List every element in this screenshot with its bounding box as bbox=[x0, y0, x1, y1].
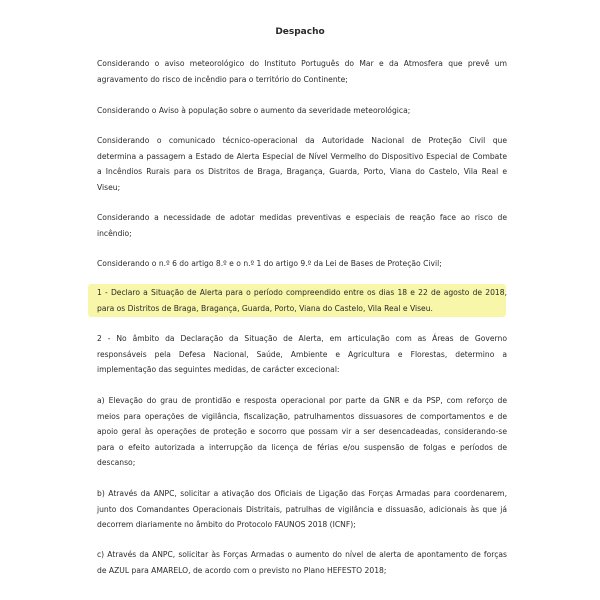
paragraph bbox=[97, 331, 507, 378]
text-line: responsáveis pela Defesa Nacional, Saúde, Ambiente e Agricultura e Florestas, determino a bbox=[97, 349, 507, 359]
text-line: para o efeito autorizada a interrupção da licença de férias e/ou suspensão de folgas e períodos de bbox=[97, 442, 507, 452]
text-line: de AZUL para AMARELO, de acordo com o previsto no Plano HEFESTO 2018; bbox=[97, 565, 387, 575]
text-line: agravamento do risco de incêndio para o território do Continente; bbox=[97, 74, 348, 84]
text-line: 2 - No âmbito da Declaração da Situação de Alerta, em articulação com as Áreas de Governo bbox=[97, 334, 507, 343]
text-line: junto dos Comandantes Operacionais Distritais, patrulhas de vigilância e dissuasão, adicionais às que já bbox=[97, 504, 507, 514]
paragraph bbox=[97, 210, 507, 241]
highlighted-paragraph bbox=[97, 285, 507, 316]
text-line: meios para operações de vigilância, fiscalização, patrulhamentos dissuasores de comportamentos e de bbox=[97, 411, 507, 421]
text-line: Viseu; bbox=[97, 182, 121, 192]
text-line: Considerando o comunicado técnico-operacional da Autoridade Nacional de Proteção Civil que bbox=[97, 136, 507, 145]
paragraph bbox=[97, 133, 507, 195]
text-line: c) Através da ANPC, solicitar às Forças Armadas o aumento do nível de alerta de apontamento de forças bbox=[97, 550, 507, 559]
text-line: a) Elevação do grau de prontidão e resposta operacional por parte da GNR e da PSP, com reforço de bbox=[97, 396, 507, 405]
text-line: determina a passagem a Estado de Alerta Especial de Nível Vermelho do Dispositivo Especial de Combate bbox=[97, 151, 507, 161]
text-line: decorrem diariamente no âmbito do Protocolo FAUNOS 2018 (ICNF); bbox=[97, 520, 356, 530]
text-line: a Incêndios Rurais para os Distritos de Braga, Bragança, Guarda, Porto, Viana do Castelo, Vila Real e bbox=[97, 167, 507, 177]
paragraph bbox=[97, 103, 507, 119]
text-line: apoio geral às operações de proteção e socorro que possam vir a ser desencadeadas, considerando-se bbox=[97, 427, 507, 437]
document-title: Despacho bbox=[275, 27, 325, 37]
text-line: Considerando o n.º 6 do artigo 8.º e o n.º 1 do artigo 9.º da Lei de Bases de Proteção Civil; bbox=[97, 259, 442, 268]
paragraph bbox=[97, 256, 507, 272]
text-line: Considerando a necessidade de adotar medidas preventivas e especiais de reação face ao risco de bbox=[97, 213, 507, 222]
paragraph bbox=[97, 393, 507, 471]
text-line: 1 - Declaro a Situação de Alerta para o período compreendido entre os dias 18 e 22 de agosto de 2018, bbox=[97, 288, 507, 297]
text-line: implementação das seguintes medidas, de carácter excecional: bbox=[97, 365, 340, 375]
text-line: b) Através da ANPC, solicitar a ativação dos Oficiais de Ligação das Forças Armadas para coordenarem, bbox=[97, 489, 507, 498]
text-line: Considerando o aviso meteorológico do Instituto Português do Mar e da Atmosfera que prevê um bbox=[97, 59, 507, 68]
text-line: Considerando o Aviso à população sobre o aumento da severidade meteorológica; bbox=[97, 106, 411, 115]
text-line: descanso; bbox=[97, 458, 136, 468]
paragraph bbox=[97, 56, 507, 87]
text-line: incêndio; bbox=[97, 228, 132, 238]
paragraph bbox=[97, 486, 507, 533]
paragraph bbox=[97, 547, 507, 578]
text-line: para os Distritos de Braga, Bragança, Guarda, Porto, Viana do Castelo, Vila Real e Viseu. bbox=[97, 303, 433, 313]
